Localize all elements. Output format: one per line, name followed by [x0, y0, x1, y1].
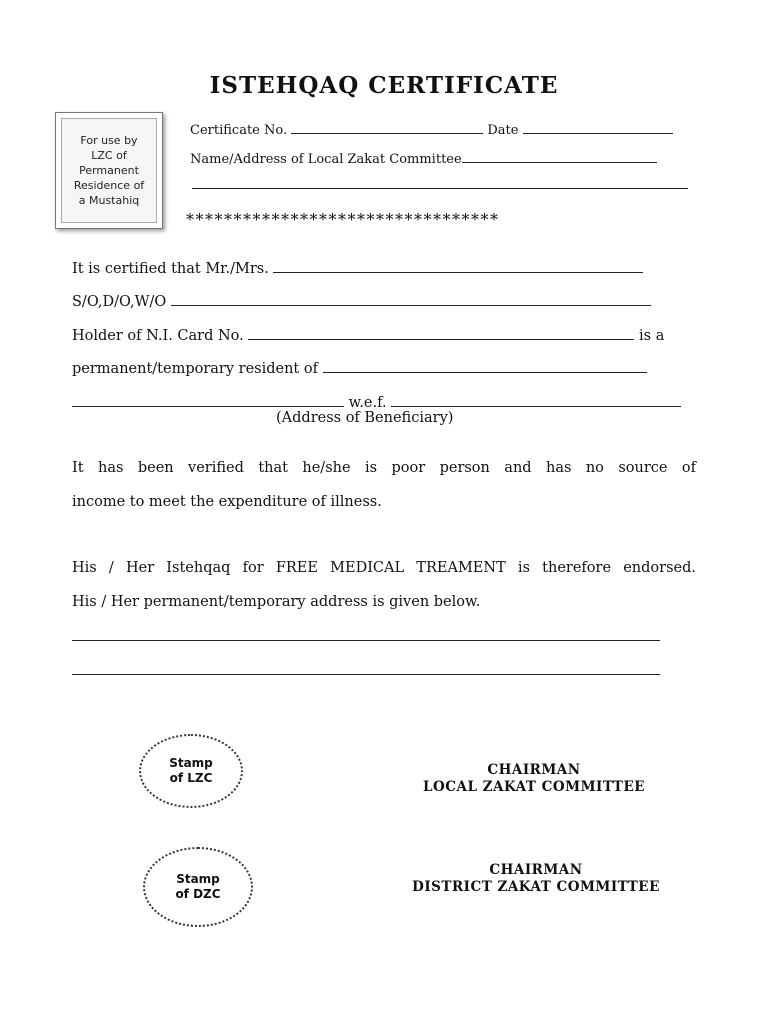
nic-field[interactable]	[248, 327, 634, 340]
certificate-no-row	[190, 121, 673, 138]
dzc-committee-name: DISTRICT ZAKAT COMMITTEE	[412, 879, 660, 895]
certified-label: It is certified that Mr./Mrs.	[72, 261, 269, 277]
lzc-stamp	[139, 734, 243, 808]
dzc-stamp-label: Stamp of DZC	[175, 872, 221, 901]
page-title: ISTEHQAQ CERTIFICATE	[209, 72, 559, 99]
verification-line-2: income to meet the expenditure of illness.	[72, 494, 382, 510]
relation-field[interactable]	[171, 293, 651, 306]
certificate-no-label: Certificate No.	[190, 123, 288, 138]
committee-address-field[interactable]	[192, 188, 688, 189]
usage-note-text: For use by LZC of Permanent Residence of a Mustahiq	[73, 134, 145, 207]
address-caption: (Address of Beneficiary)	[276, 410, 454, 426]
separator-stars: *********************************	[186, 210, 500, 229]
endorsement-line-1: His / Her Istehqaq for FREE MEDICAL TREAMENT is therefore endorsed.	[72, 560, 696, 576]
committee-field[interactable]	[462, 150, 657, 163]
date-label: Date	[487, 123, 519, 138]
dzc-chairman-title: CHAIRMAN	[489, 862, 583, 878]
committee-row	[190, 150, 657, 167]
nic-row	[72, 327, 664, 344]
lzc-stamp-label: Stamp of LZC	[169, 756, 213, 785]
endorsement-line-2: His / Her permanent/temporary address is given below.	[72, 594, 481, 610]
verification-line-1: It has been verified that he/she is poor person and has no source of	[72, 460, 696, 476]
wef-row	[72, 394, 681, 411]
date-field[interactable]	[523, 121, 673, 134]
lzc-signature-block	[384, 762, 684, 796]
relation-label: S/O,D/O,W/O	[72, 294, 167, 310]
certificate-no-field[interactable]	[291, 121, 483, 134]
nic-suffix: is a	[639, 328, 665, 344]
usage-note-box	[55, 112, 163, 229]
committee-label: Name/Address of Local Zakat Committee	[190, 152, 462, 167]
beneficiary-address-field[interactable]	[72, 394, 344, 407]
address-line-1[interactable]	[72, 640, 660, 641]
lzc-committee-name: LOCAL ZAKAT COMMITTEE	[422, 779, 646, 795]
name-field[interactable]	[273, 260, 643, 273]
resident-row	[72, 360, 647, 377]
relation-row	[72, 293, 651, 310]
certified-row	[72, 260, 643, 277]
dzc-stamp	[143, 847, 253, 927]
address-line-2[interactable]	[72, 674, 660, 675]
lzc-chairman-title: CHAIRMAN	[487, 762, 581, 778]
residence-field[interactable]	[323, 360, 647, 373]
resident-label: permanent/temporary resident of	[72, 361, 318, 377]
wef-label: w.e.f.	[348, 395, 387, 411]
dzc-signature-block	[386, 862, 686, 896]
nic-label: Holder of N.I. Card No.	[72, 328, 244, 344]
wef-date-field[interactable]	[391, 394, 681, 407]
